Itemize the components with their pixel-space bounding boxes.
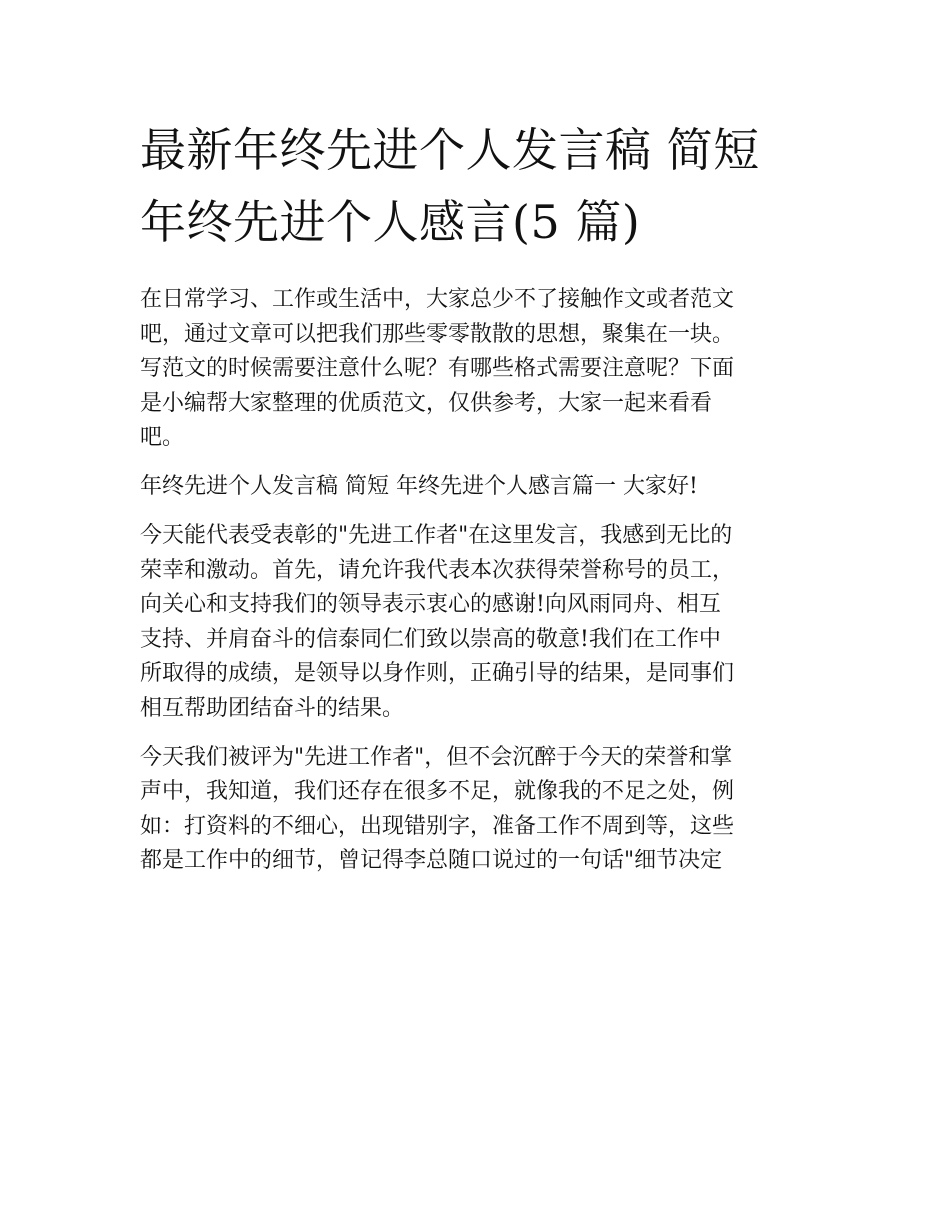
text-line: 如：打资料的不细心，出现错别字，准备工作不周到等，这些 [140,813,735,839]
speech-paragraph-1 [140,519,830,726]
text-line: 是小编帮大家整理的优质范文，仅供参考，大家一起来看看 [140,390,713,416]
text-line: 吧。 [140,425,185,450]
intro-paragraph [140,283,830,456]
text-line: 写范文的时候需要注意什么呢？有哪些格式需要注意呢？下面 [140,356,735,381]
text-line: 声中，我知道，我们还存在很多不足，就像我的不足之处，例 [140,779,735,804]
text-line: 相互帮助团结奋斗的结果。 [140,695,405,721]
text-line: 今天能代表受表彰的"先进工作者"在这里发言，我感到无比的 [140,523,733,548]
speech-paragraph-2 [140,741,830,879]
document-title [140,114,830,258]
text-line: 支持、并肩奋斗的信泰同仁们致以崇高的敬意!我们在工作中 [140,626,721,652]
text-line: 所取得的成绩，是领导以身作则，正确引导的结果，是同事们 [140,661,735,686]
text-line: 荣幸和激动。首先，请允许我代表本次获得荣誉称号的员工， [140,557,735,583]
title-line-1: 最新年终先进个人发言稿 简短 [140,123,760,177]
text-line: 年终先进个人发言稿 简短 年终先进个人感言篇一 大家好! [140,474,698,499]
text-line: 今天我们被评为"先进工作者"，但不会沉醉于今天的荣誉和掌 [140,744,733,770]
document-body [140,283,830,893]
section-heading-paragraph [140,470,830,505]
text-line: 向关心和支持我们的领导表示衷心的感谢!向风雨同舟、相互 [140,592,721,617]
title-line-2: 年终先进个人感言(5 篇) [140,195,641,249]
text-line: 在日常学习、工作或生活中，大家总少不了接触作文或者范文 [140,287,735,312]
text-line: 都是工作中的细节，曾记得李总随口说过的一句话"细节决定 [140,848,723,873]
text-line: 吧，通过文章可以把我们那些零零散散的思想，聚集在一块。 [140,321,735,347]
